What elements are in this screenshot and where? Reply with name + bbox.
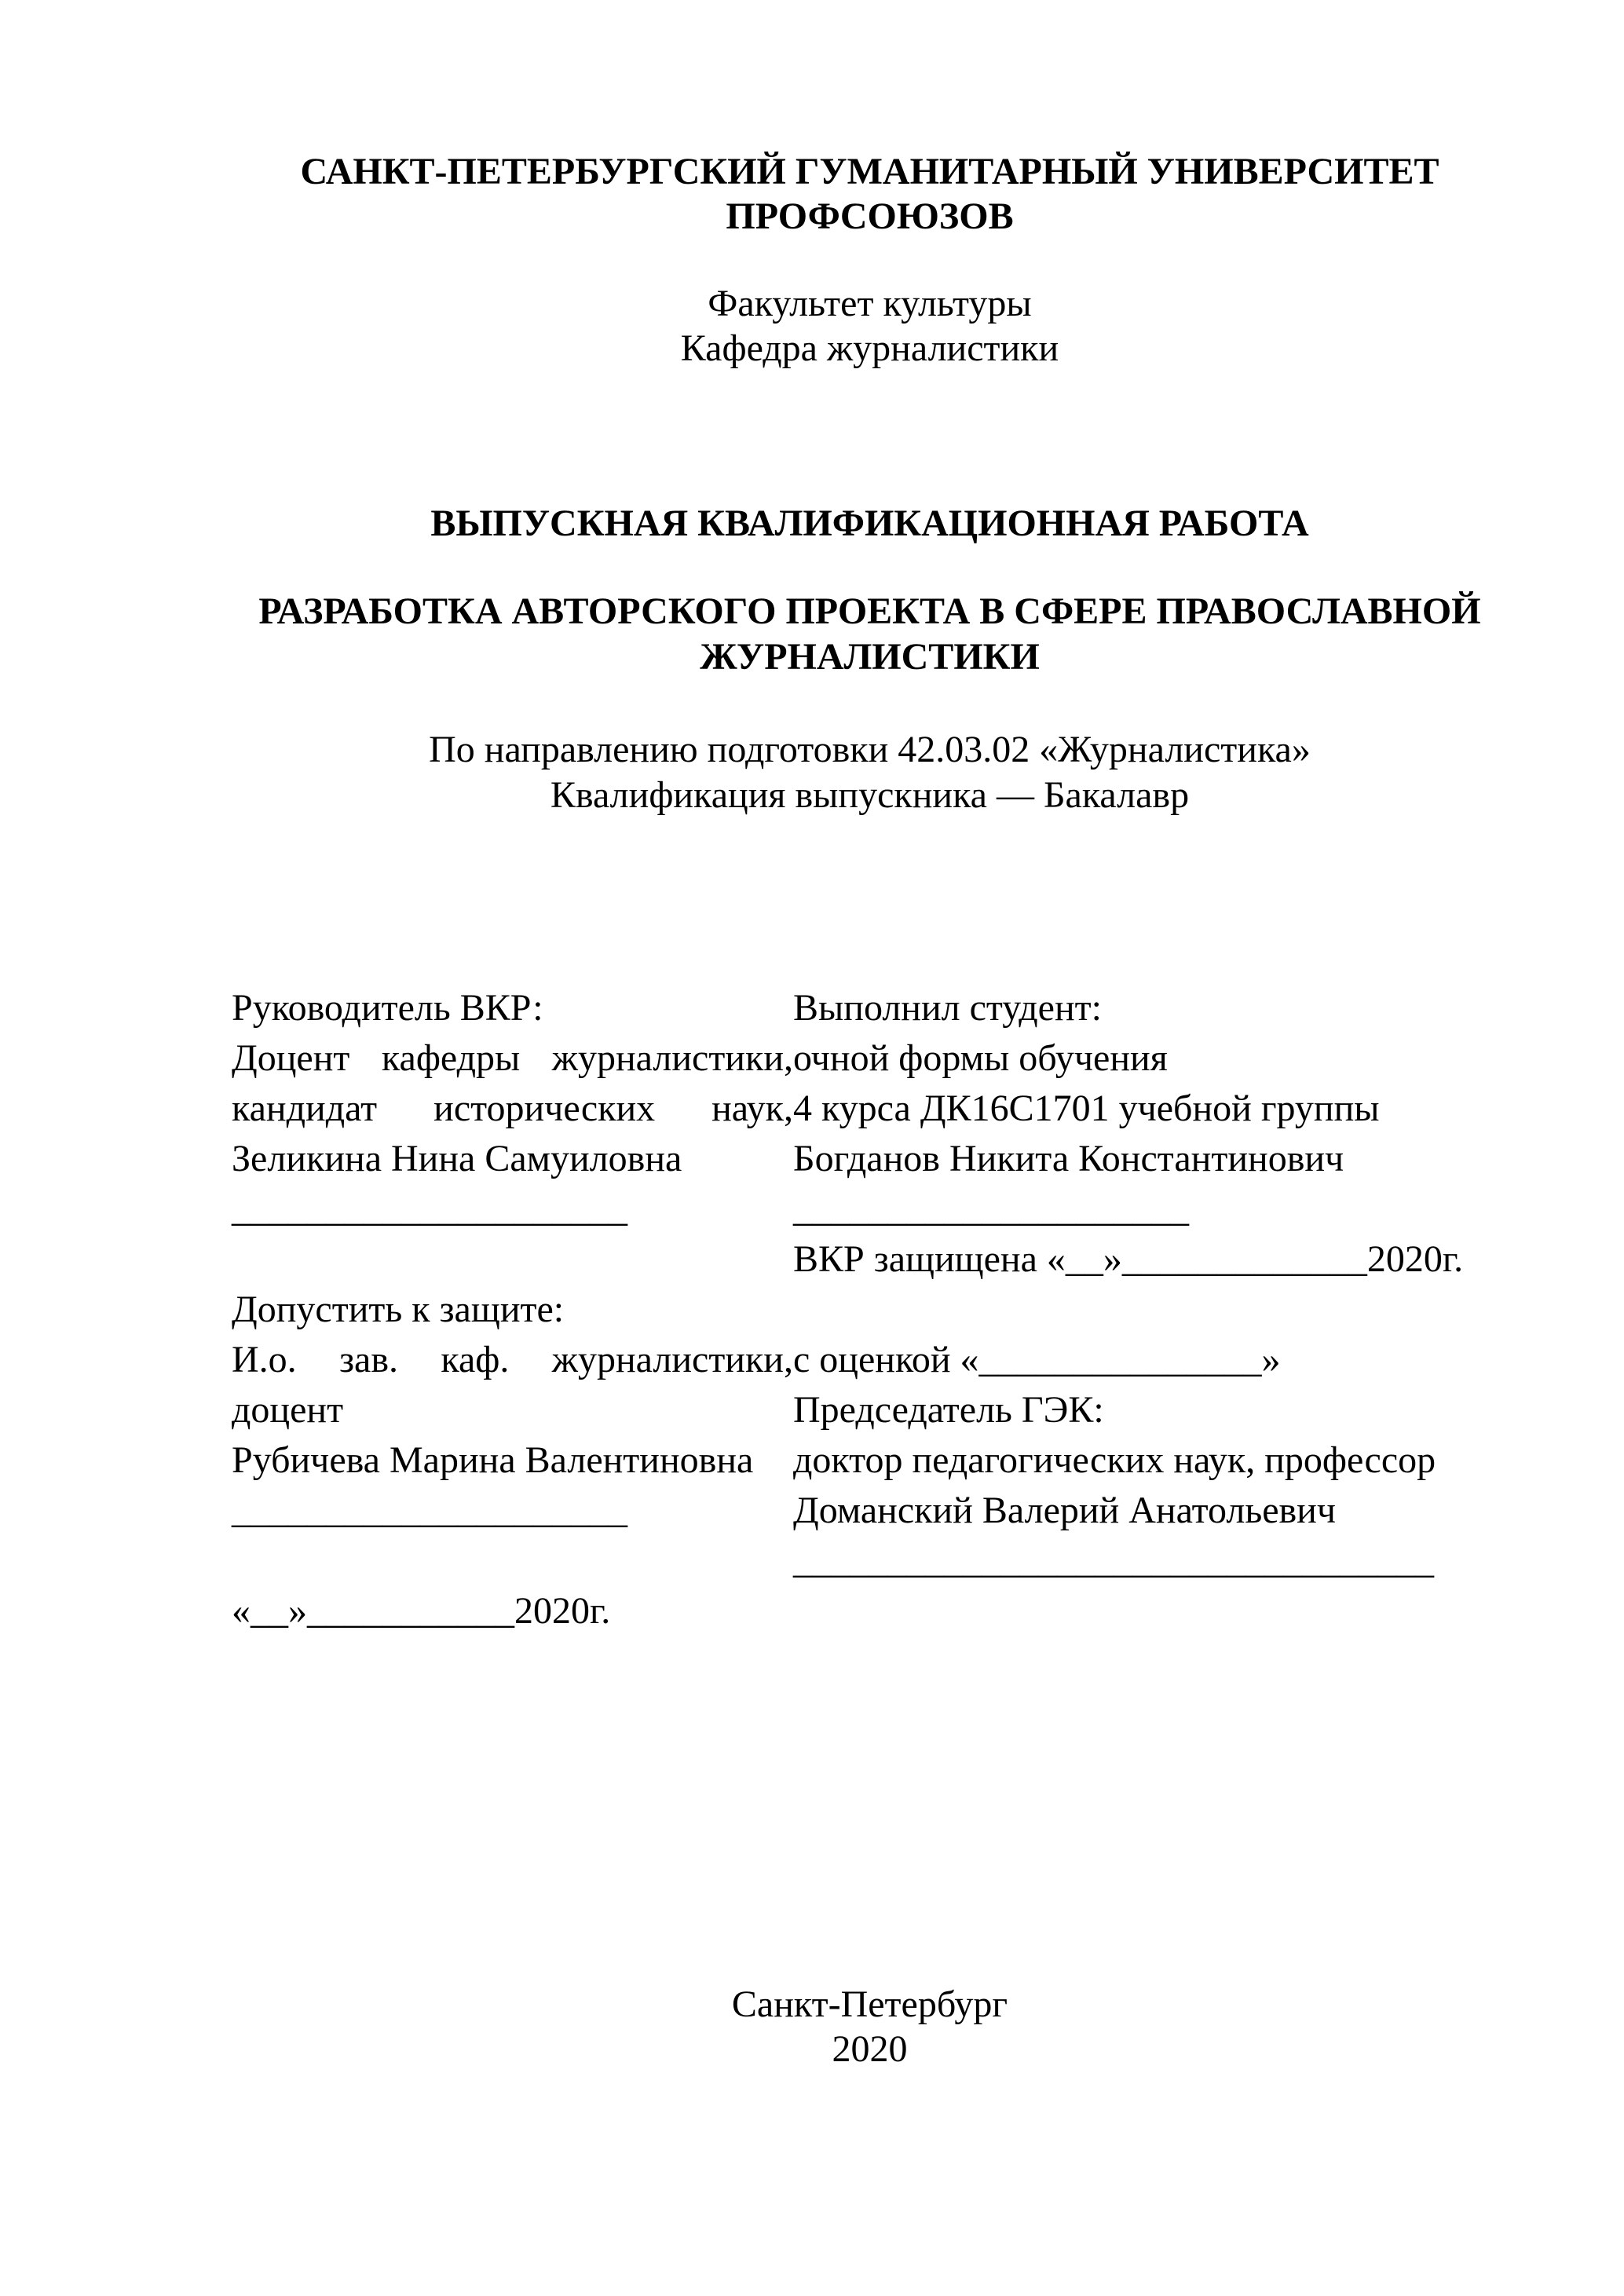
thesis-title (232, 589, 1508, 680)
admission-date-line: «__»___________2020г. (232, 1590, 611, 1632)
chair-signature-line: __________________________________ (793, 1540, 1434, 1581)
supervisor-column (232, 983, 793, 1636)
head-position-line1: И.о. зав. каф. журналистики, (232, 1339, 793, 1380)
supervisor-position-line1: Доцент кафедры журналистики, (232, 1037, 793, 1079)
chair-position-line: доктор педагогических наук, профессор (793, 1439, 1436, 1481)
admission-label: Допустить к защите: (232, 1289, 565, 1330)
supervisor-label: Руководитель ВКР: (232, 987, 543, 1029)
student-name: Богданов Никита Константинович (793, 1138, 1344, 1179)
spacer-row (232, 1234, 793, 1285)
university-name-line2: ПРОФСОЮЗОВ (726, 196, 1014, 237)
head-name: Рубичева Марина Валентиновна (232, 1439, 754, 1481)
thesis-title-line2: ЖУРНАЛИСТИКИ (700, 636, 1040, 678)
grade-line: с оценкой «_______________» (793, 1339, 1281, 1380)
footer-block (232, 1982, 1508, 2071)
student-column (793, 983, 1508, 1636)
qualification-line: Квалификация выпускника — Бакалавр (550, 774, 1190, 816)
work-type-heading: ВЫПУСКНАЯ КВАЛИФИКАЦИОННАЯ РАБОТА (430, 503, 1309, 544)
study-form-line: очной формы обучения (793, 1037, 1168, 1079)
direction-line: По направлению подготовки 42.03.02 «Журналистика» (429, 729, 1311, 770)
direction-block (232, 727, 1508, 818)
department-name: Кафедра журналистики (680, 327, 1059, 369)
spacer-row (793, 1285, 1508, 1335)
supervisor-name: Зеликина Нина Самуиловна (232, 1138, 682, 1179)
study-group-line: 4 курса ДК16С1701 учебной группы (793, 1088, 1380, 1129)
faculty-block (232, 281, 1508, 371)
student-signature-line: _____________________ (793, 1188, 1189, 1230)
chair-name: Доманский Валерий Анатольевич (793, 1490, 1337, 1531)
university-name-line1: САНКТ-ПЕТЕРБУРГСКИЙ ГУМАНИТАРНЫЙ УНИВЕРСИТЕТ (300, 151, 1439, 192)
supervisor-signature-line: _____________________ (232, 1188, 627, 1230)
defense-date-line: ВКР защищена «__»_____________2020г. (793, 1238, 1464, 1280)
head-position-line2: доцент (232, 1389, 344, 1431)
head-signature-line: _____________________ (232, 1490, 627, 1531)
faculty-name: Факультет культуры (708, 283, 1032, 324)
spacer-row (793, 1586, 1508, 1636)
supervisor-position-line2: кандидат исторических наук, (232, 1088, 793, 1129)
footer-city: Санкт-Петербург (731, 1983, 1008, 2025)
thesis-title-line1: РАЗРАБОТКА АВТОРСКОГО ПРОЕКТА В СФЕРЕ ПРАВОСЛАВНОЙ (258, 590, 1481, 632)
committee-chair-label: Председатель ГЭК: (793, 1389, 1104, 1431)
university-name (232, 149, 1508, 239)
footer-year: 2020 (832, 2028, 908, 2070)
student-label: Выполнил студент: (793, 987, 1102, 1029)
spacer-row (232, 1536, 793, 1586)
